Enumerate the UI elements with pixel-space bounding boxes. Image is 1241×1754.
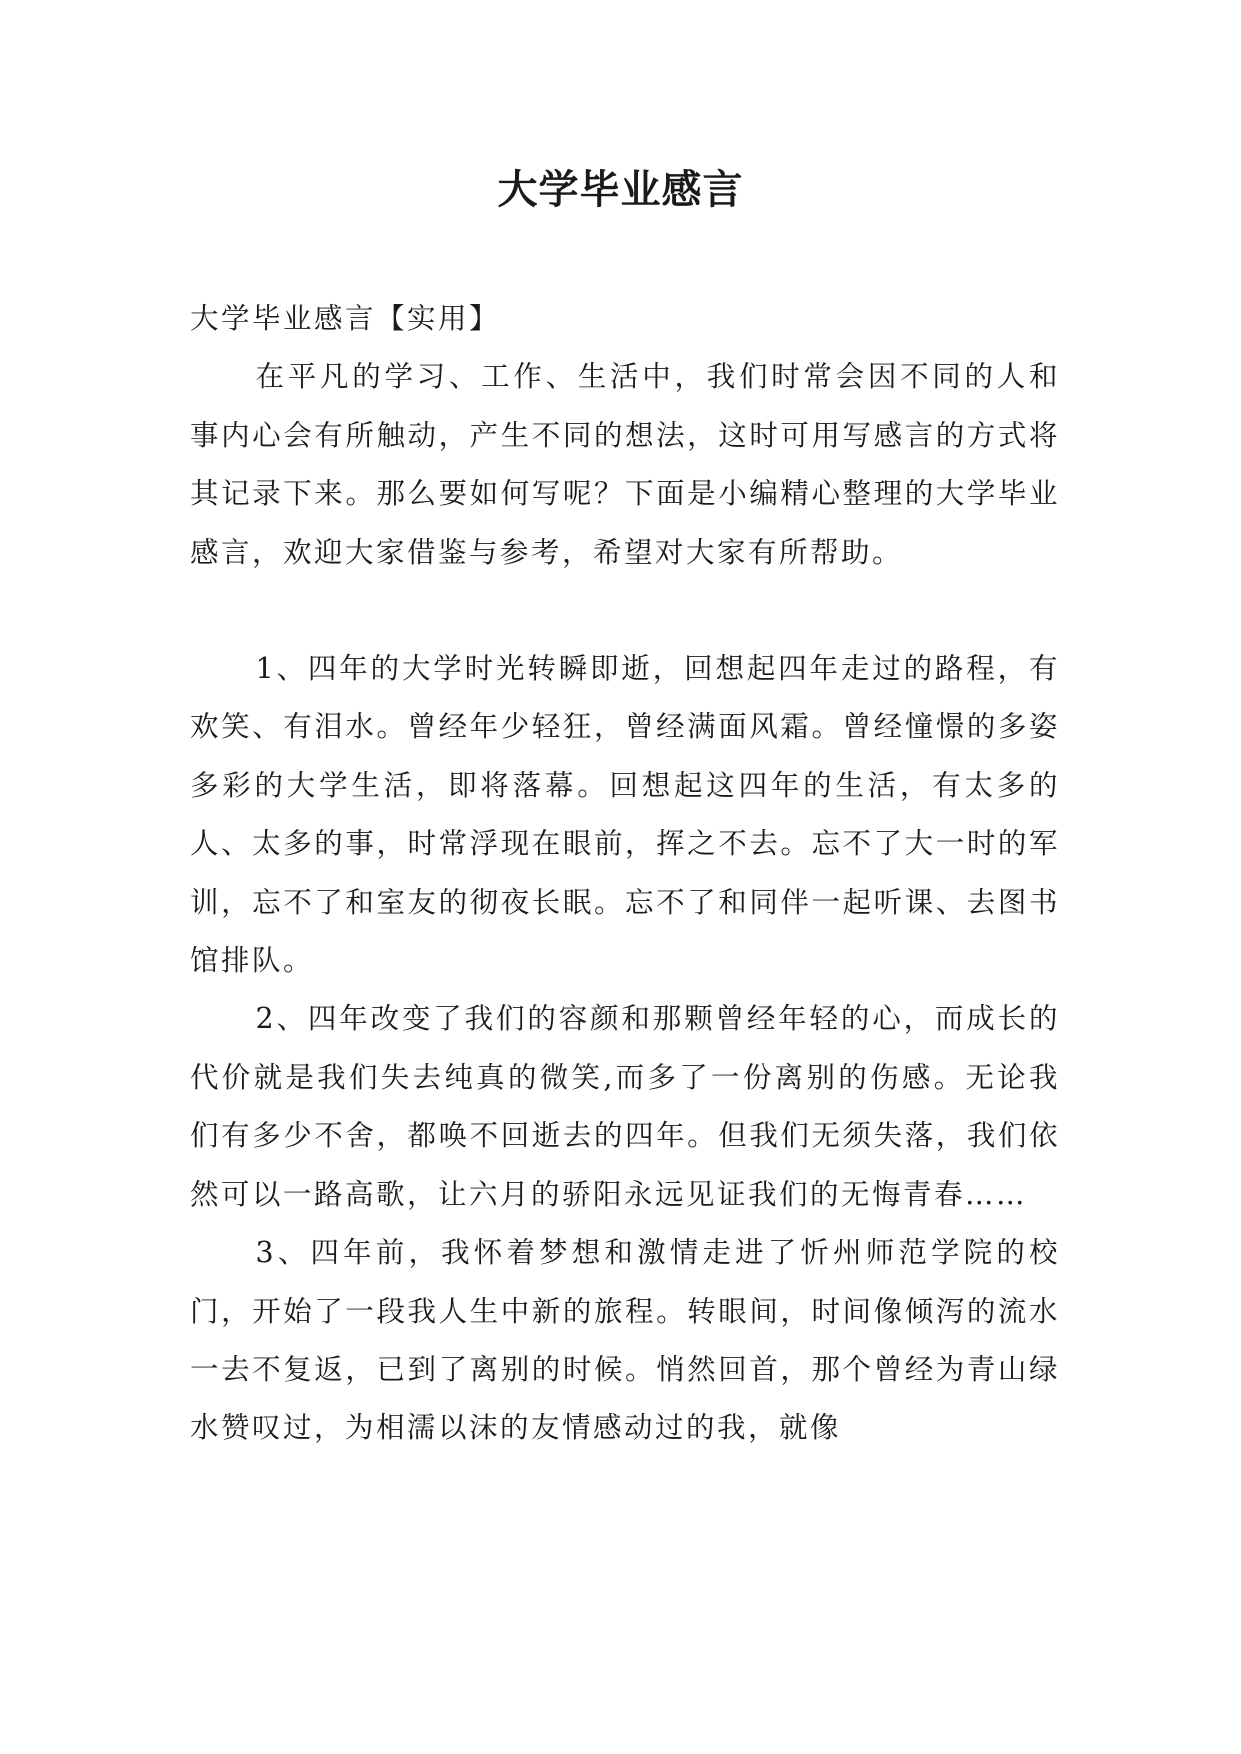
paragraph-spacer — [190, 582, 1060, 640]
body-paragraph-1: 1、四年的大学时光转瞬即逝，回想起四年走过的路程，有欢笑、有泪水。曾经年少轻狂，曾经满面风霜。曾经憧憬的多姿多彩的大学生活，即将落幕。回想起这四年的生活，有太多的人、太多的事，时常浮现在眼前，挥之不去。忘不了大一时的军训，忘不了和室友的彻夜长眠。忘不了和同伴一起听课、去图书馆排队。 — [190, 652, 1060, 978]
body-paragraph-3: 3、四年前，我怀着梦想和激情走进了忻州师范学院的校门，开始了一段我人生中新的旅程。转眼间，时间像倾泻的流水一去不复返，已到了离别的时候。悄然回首，那个曾经为青山绿水赞叹过，为相濡以沫的友情感动过的我，就像 — [190, 1236, 1060, 1445]
document-subtitle: 大学毕业感言【实用】 — [190, 302, 501, 335]
intro-paragraph: 在平凡的学习、工作、生活中，我们时常会因不同的人和事内心会有所触动，产生不同的想法，这时可用写感言的方式将其记录下来。那么要如何写呢？下面是小编精心整理的大学毕业感言，欢迎大家借鉴与参考，希望对大家有所帮助。 — [190, 360, 1060, 569]
document-body — [190, 290, 1060, 1458]
body-paragraph-2: 2、四年改变了我们的容颜和那颗曾经年轻的心，而成长的代价就是我们失去纯真的微笑,而多了一份离别的伤感。无论我们有多少不舍，都唤不回逝去的四年。但我们无须失落，我们依然可以一路高歌，让六月的骄阳永远见证我们的无悔青春…… — [190, 1002, 1060, 1211]
document-title: 大学毕业感言 — [497, 167, 744, 213]
